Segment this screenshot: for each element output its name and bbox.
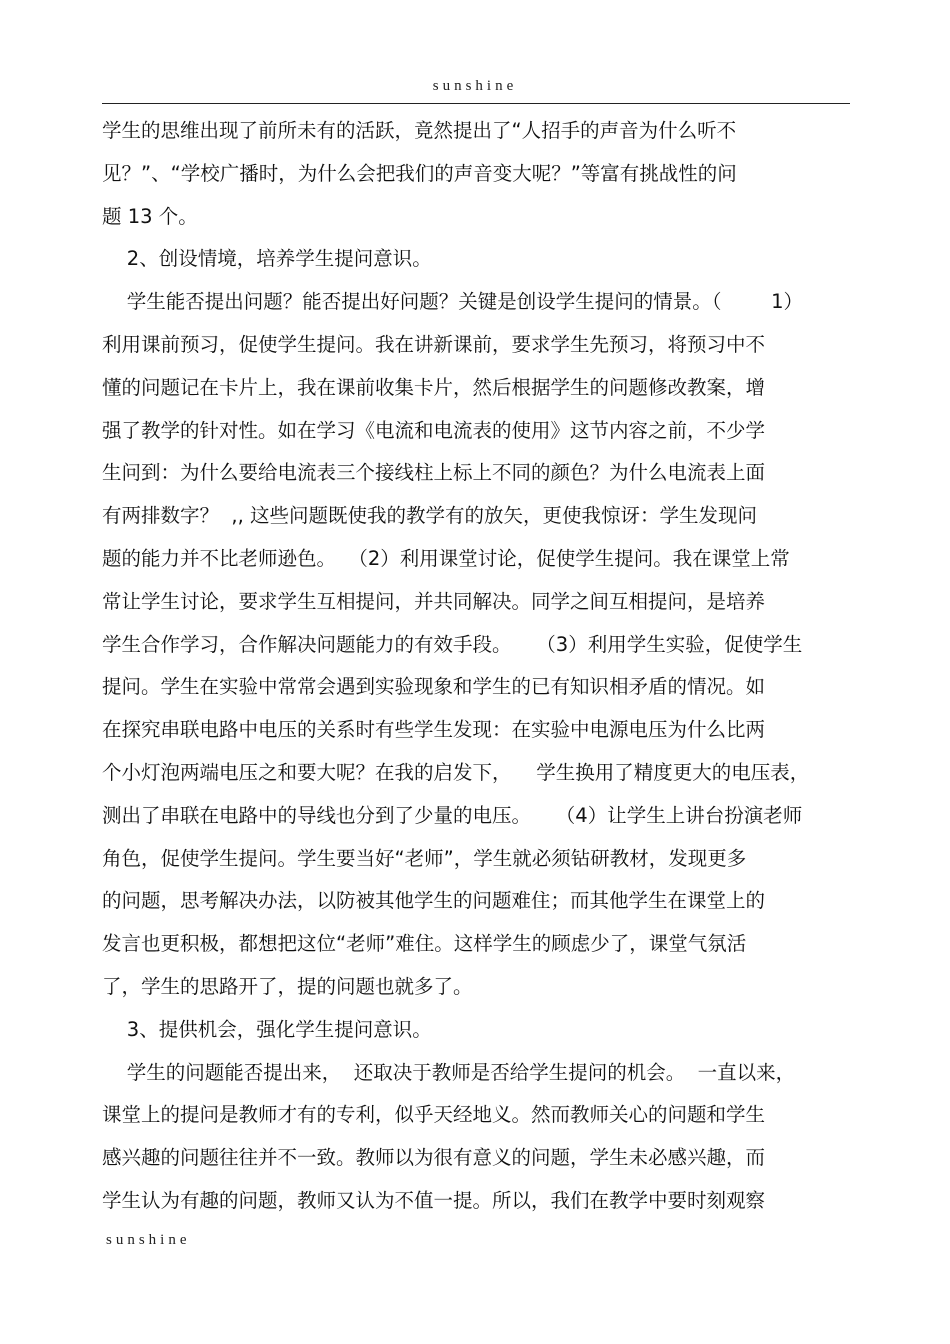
text-line: 测出了串联在电路中的导线也分到了少量的电压。 （4）让学生上讲台扮演老师 <box>102 803 803 827</box>
text-line: 学生的问题能否提出来， 还取决于教师是否给学生提问的机会。 一直以来， <box>102 1060 796 1084</box>
text-line: 见？”、“学校广播时，为什么会把我们的声音变大呢？”等富有挑战性的问 <box>102 161 737 185</box>
page-footer: sunshine <box>106 1232 191 1248</box>
page-header: sunshine <box>432 78 518 94</box>
text-line: 提问。学生在实验中常常会遇到实验现象和学生的已有知识相矛盾的情况。如 <box>102 675 766 699</box>
text-line: 个小灯泡两端电压之和要大呢？在我的启发下， 学生换用了精度更大的电压表， <box>102 760 810 784</box>
text-line: 学生的思维出现了前所未有的活跃，竟然提出了“人招手的声音为什么听不 <box>102 119 737 142</box>
text-line: 题 13 个。 <box>102 204 198 228</box>
text-line: 常让学生讨论，要求学生互相提问，并共同解决。同学之间互相提问，是培养 <box>102 589 766 613</box>
text-line: 了，学生的思路开了，提的问题也就多了。 <box>102 974 473 998</box>
text-line: 题的能力并不比老师逊色。 （2）利用课堂讨论，促使学生提问。我在课堂上常 <box>102 546 790 570</box>
text-line: 懂的问题记在卡片上，我在课前收集卡片，然后根据学生的问题修改教案，增 <box>102 375 766 399</box>
text-line: 有两排数字？ ,, 这些问题既使我的教学有的放矢，更使我惊讶：学生发现问 <box>102 504 757 528</box>
text-line: 利用课前预习，促使学生提问。我在讲新课前，要求学生先预习，将预习中不 <box>102 332 766 356</box>
text-line: 学生认为有趣的问题，教师又认为不值一提。所以，我们在教学中要时刻观察 <box>102 1188 766 1212</box>
text-line: 在探究串联电路中电压的关系时有些学生发现：在实验中电源电压为什么比两 <box>102 718 766 742</box>
section-heading: 3、提供机会，强化学生提问意识。 <box>102 1017 432 1041</box>
text-line: 的问题，思考解决办法，以防被其他学生的问题难住；而其他学生在课堂上的 <box>102 889 766 913</box>
text-line: 强了教学的针对性。如在学习《电流和电流表的使用》这节内容之前，不少学 <box>102 418 766 442</box>
header-rule <box>102 103 850 104</box>
text-line: 角色，促使学生提问。学生要当好“老师”，学生就必须钻研教材，发现更多 <box>102 846 747 870</box>
text-line: 学生合作学习，合作解决问题能力的有效手段。 （3）利用学生实验，促使学生 <box>102 632 803 656</box>
text-line: 课堂上的提问是教师才有的专利，似乎天经地义。然而教师关心的问题和学生 <box>102 1103 766 1127</box>
document-body <box>102 110 862 1223</box>
text-line: 生问到：为什么要给电流表三个接线柱上标上不同的颜色？为什么电流表上面 <box>102 461 766 485</box>
text-line: 感兴趣的问题往往并不一致。教师以为很有意义的问题，学生未必感兴趣，而 <box>102 1146 766 1170</box>
text-line: 学生能否提出问题？能否提出好问题？关键是创设学生提问的情景。（ 1） <box>102 290 804 314</box>
text-line: 发言也更积极，都想把这位“老师”难住。这样学生的顾虑少了，课堂气氛活 <box>102 932 747 956</box>
section-heading: 2、创设情境，培养学生提问意识。 <box>102 247 432 271</box>
